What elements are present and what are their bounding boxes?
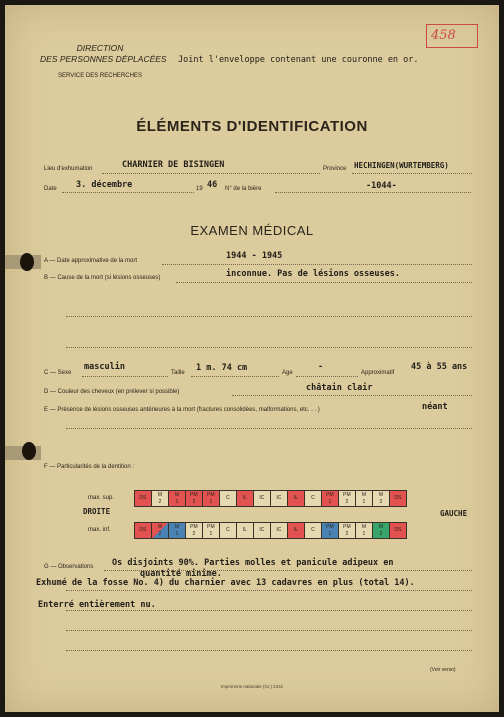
upper-teeth-row (134, 490, 406, 507)
jaw-inf-label: max. inf. (88, 527, 111, 533)
field-g-label: G — Observations (44, 564, 94, 570)
field-a-label: A — Date approximative de la mort (44, 258, 138, 264)
voir-verso: (Voir verso) (430, 667, 456, 673)
tooth-cell: M 1 (168, 522, 186, 539)
g-line-1: Os disjoints 90%. Parties molles et panicule adipeux en (112, 558, 394, 568)
exam-title: EXAMEN MÉDICAL (190, 223, 314, 238)
g-line (104, 570, 472, 571)
tooth-cell: M 2 (151, 522, 169, 539)
province-label: Province (323, 166, 347, 172)
taille-value: 1 m. 74 cm (196, 363, 248, 373)
lieu-value: CHARNIER DE BISINGEN (122, 160, 225, 170)
field-d-label: D — Couleur des cheveux (en prélever si possible) (44, 389, 180, 395)
g-line-1b: quantité minime. (140, 569, 222, 579)
punch-hole (20, 253, 34, 271)
tooth-cell: DS (389, 522, 407, 539)
blank-line (66, 316, 472, 317)
tooth-cell: M 1 (355, 522, 373, 539)
tooth-cell: PM 2 (185, 522, 203, 539)
biere-line (275, 192, 471, 193)
field-f-label: F — Particularités de la dentition : (44, 464, 135, 470)
field-e-label: E — Présence de lésions osseuses antérieures à la mort (fractures consolidées, malformations, etc. . . ) (44, 407, 320, 413)
punch-hole (22, 442, 36, 460)
tooth-cell: PM 1 (202, 522, 220, 539)
field-d-line (232, 395, 472, 396)
tooth-cell: IC (270, 490, 288, 507)
tooth-cell: M 2 (372, 522, 390, 539)
date-line (62, 192, 194, 193)
tooth-cell: DS (134, 522, 152, 539)
tooth-cell: DS (389, 490, 407, 507)
year-suffix: 46 (207, 180, 218, 190)
tooth-cell: IL (287, 522, 305, 539)
field-c-line (82, 376, 168, 377)
tooth-cell: IC (270, 522, 288, 539)
blank-line (66, 610, 472, 611)
age-label: Age (282, 370, 293, 376)
blank-line (66, 630, 472, 631)
field-b-value: inconnue. Pas de lésions osseuses. (226, 269, 400, 279)
tooth-cell: C (219, 522, 237, 539)
tooth-cell: M 1 (355, 490, 373, 507)
typed-note: Joint l'enveloppe contenant une couronne en or. (178, 55, 419, 65)
tooth-cell: IC (253, 522, 271, 539)
form-title: ÉLÉMENTS D'IDENTIFICATION (136, 118, 368, 135)
province-value: HECHINGEN(WURTEMBERG) (354, 161, 449, 170)
biere-value: -1044- (366, 181, 397, 191)
field-a-line (162, 264, 472, 265)
jaw-sup-label: max. sup. (88, 495, 115, 501)
gauche-label: GAUCHE (440, 509, 468, 518)
field-a-value: 1944 - 1945 (226, 251, 283, 261)
field-d-value: châtain clair (306, 383, 373, 393)
biere-label: N° de la bière (225, 186, 262, 192)
g-line-3: Enterré entièrement nu. (38, 600, 156, 610)
age-value: - (318, 362, 324, 372)
age-line (296, 376, 358, 377)
tooth-cell: M 1 (168, 490, 186, 507)
tooth-cell: IL (236, 522, 254, 539)
approx-label: Approximatif (361, 370, 395, 376)
field-e-value: néant (422, 402, 448, 412)
province-line (352, 173, 472, 174)
tooth-cell: PM 1 (321, 522, 339, 539)
tooth-cell: C (304, 490, 322, 507)
tooth-cell: IC (253, 490, 271, 507)
blank-line (66, 590, 472, 591)
date-value: 3. décembre (76, 180, 133, 190)
field-c-value: masculin (84, 362, 125, 372)
date-label: Date (44, 186, 57, 192)
lieu-line (102, 173, 320, 174)
tooth-cell: IL (236, 490, 254, 507)
tooth-cell: DS (134, 490, 152, 507)
lieu-label: Lieu d'exhumation (44, 166, 93, 172)
tooth-cell: PM 2 (338, 490, 356, 507)
tooth-cell: M 2 (151, 490, 169, 507)
field-c-label: C — Sexe (44, 370, 72, 376)
org-line-2: DES PERSONNES DÉPLACÉES (40, 54, 167, 64)
g-line-2: Exhumé de la fosse No. 4) du charnier avec 13 cadavres en plus (total 14). (36, 578, 415, 588)
field-b-label: B — Cause de la mort (si lésions osseuses) (44, 275, 161, 281)
blank-line (66, 650, 472, 651)
tooth-cell: PM 1 (321, 490, 339, 507)
blank-line (66, 428, 472, 429)
lower-teeth-row (134, 522, 406, 539)
tooth-cell: C (219, 490, 237, 507)
tooth-cell: PM 2 (338, 522, 356, 539)
org-line-1: DIRECTION (76, 43, 124, 53)
tooth-cell: PM 1 (202, 490, 220, 507)
approx-value: 45 à 55 ans (411, 362, 468, 372)
tooth-cell: M 2 (372, 490, 390, 507)
stamp-number: 458 (426, 24, 478, 48)
taille-label: Taille (171, 370, 185, 376)
tooth-cell: PM 2 (185, 490, 203, 507)
printer-note: Imprimerie nationale (Gr.) 2431 (220, 684, 284, 689)
org-line-3: SERVICE DES RECHERCHES (58, 73, 142, 79)
blank-line (66, 347, 472, 348)
field-b-line (176, 282, 472, 283)
droite-label: DROITE (83, 507, 111, 516)
taille-line (191, 376, 279, 377)
tooth-cell: C (304, 522, 322, 539)
tooth-cell: IL (287, 490, 305, 507)
year-prefix: 19 (196, 186, 203, 192)
